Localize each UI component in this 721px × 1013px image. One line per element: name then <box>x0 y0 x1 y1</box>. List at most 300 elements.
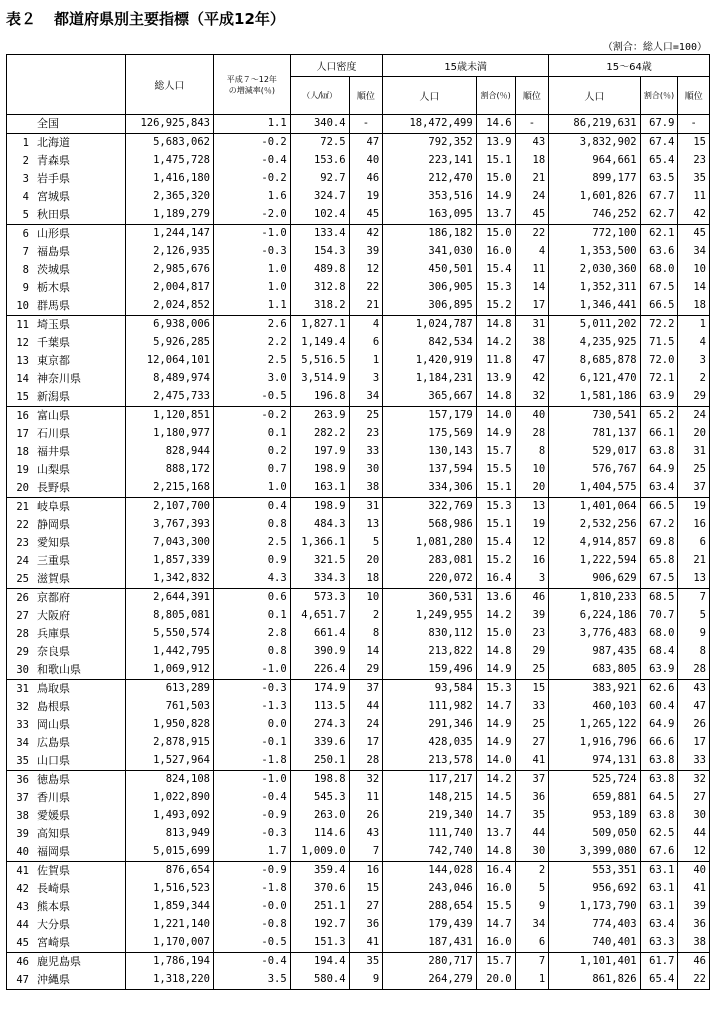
table-row <box>7 898 710 916</box>
prefecture-cell <box>7 898 126 916</box>
prefecture-number: 38 <box>16 809 29 822</box>
under15-population-cell: 288,654 <box>383 898 477 916</box>
density-cell: 263.9 <box>290 406 349 425</box>
table-row <box>7 425 710 443</box>
prefecture-cell <box>7 643 126 661</box>
under15-population-cell: 792,352 <box>383 133 477 152</box>
age15-64-rank-cell: 21 <box>678 552 710 570</box>
prefecture-name: 滋賀県 <box>37 571 70 585</box>
table-row <box>7 334 710 352</box>
table-row <box>7 916 710 934</box>
age15-64-ratio-cell: 63.6 <box>640 243 678 261</box>
prefecture-cell <box>7 516 126 534</box>
prefecture-name: 島根県 <box>37 699 70 713</box>
under15-rank-cell: 44 <box>515 825 549 843</box>
density-cell: 102.4 <box>290 206 349 225</box>
prefecture-number: 39 <box>16 827 29 840</box>
prefecture-cell <box>7 952 126 971</box>
prefecture-number: 22 <box>16 518 29 531</box>
density-rank-cell: 8 <box>349 625 383 643</box>
total-population-cell: 3,767,393 <box>125 516 213 534</box>
total-population-cell: 2,365,320 <box>125 188 213 206</box>
under15-rank-cell: - <box>515 115 549 134</box>
under15-rank-cell: 24 <box>515 188 549 206</box>
growth-rate-cell: -0.3 <box>214 679 291 698</box>
under15-rank-cell: 39 <box>515 607 549 625</box>
total-population-cell: 2,024,852 <box>125 297 213 316</box>
table-row <box>7 152 710 170</box>
age15-64-population-cell: 974,131 <box>549 752 640 771</box>
prefecture-name: 岡山県 <box>37 717 70 731</box>
density-rank-cell: 22 <box>349 279 383 297</box>
prefecture-number: 24 <box>16 554 29 567</box>
prefecture-name: 富山県 <box>37 408 70 422</box>
prefecture-name: 兵庫県 <box>37 626 70 640</box>
age15-64-ratio-cell: 63.9 <box>640 661 678 680</box>
total-population-cell: 2,475,733 <box>125 388 213 407</box>
prefecture-number: 25 <box>16 572 29 585</box>
prefecture-cell <box>7 297 126 316</box>
age15-64-ratio-cell: 64.9 <box>640 461 678 479</box>
age15-64-rank-cell: 36 <box>678 916 710 934</box>
table-row <box>7 552 710 570</box>
under15-ratio-cell: 14.8 <box>476 843 515 862</box>
under15-ratio-cell: 13.9 <box>476 133 515 152</box>
density-rank-cell: 25 <box>349 406 383 425</box>
age15-64-population-cell: 772,100 <box>549 224 640 243</box>
prefecture-number: 34 <box>16 736 29 749</box>
growth-rate-cell: -1.0 <box>214 661 291 680</box>
growth-rate-cell: 3.5 <box>214 971 291 990</box>
density-rank-cell: 18 <box>349 570 383 589</box>
under15-ratio-cell: 15.3 <box>476 679 515 698</box>
age15-64-ratio-cell: 65.2 <box>640 406 678 425</box>
under15-rank-cell: 36 <box>515 789 549 807</box>
prefecture-name: 愛媛県 <box>37 808 70 822</box>
prefecture-number: 41 <box>16 864 29 877</box>
table-row <box>7 770 710 789</box>
prefecture-name: 秋田県 <box>37 207 70 221</box>
age15-64-population-cell: 781,137 <box>549 425 640 443</box>
growth-rate-cell: 4.3 <box>214 570 291 589</box>
table-body <box>7 115 710 990</box>
growth-rate-cell: 0.7 <box>214 461 291 479</box>
page-title <box>6 8 285 29</box>
under15-rank-cell: 33 <box>515 698 549 716</box>
under15-ratio-cell: 14.9 <box>476 188 515 206</box>
prefecture-name: 大分県 <box>37 917 70 931</box>
density-rank-cell: 44 <box>349 698 383 716</box>
total-population-cell: 2,985,676 <box>125 261 213 279</box>
growth-rate-cell: 3.0 <box>214 370 291 388</box>
under15-ratio-cell: 15.1 <box>476 479 515 498</box>
prefecture-number: 10 <box>16 299 29 312</box>
under15-rank-cell: 42 <box>515 370 549 388</box>
density-cell: 484.3 <box>290 516 349 534</box>
total-population-cell: 12,064,101 <box>125 352 213 370</box>
density-rank-cell: 37 <box>349 679 383 698</box>
age15-64-ratio-cell: 63.4 <box>640 916 678 934</box>
density-rank-cell: 24 <box>349 716 383 734</box>
density-rank-cell: 13 <box>349 516 383 534</box>
prefecture-name: 山梨県 <box>37 462 70 476</box>
header-under15-rank: 順位 <box>515 77 549 115</box>
prefecture-cell <box>7 443 126 461</box>
density-rank-cell: 42 <box>349 224 383 243</box>
growth-rate-cell: -1.0 <box>214 224 291 243</box>
prefecture-name: 長野県 <box>37 480 70 494</box>
prefecture-number: 32 <box>16 700 29 713</box>
under15-population-cell: 568,986 <box>383 516 477 534</box>
age15-64-rank-cell: 15 <box>678 133 710 152</box>
table-row <box>7 807 710 825</box>
age15-64-population-cell: 4,235,925 <box>549 334 640 352</box>
density-rank-cell: 33 <box>349 443 383 461</box>
under15-rank-cell: 32 <box>515 388 549 407</box>
age15-64-rank-cell: 32 <box>678 770 710 789</box>
density-cell: 250.1 <box>290 752 349 771</box>
total-population-cell: 8,805,081 <box>125 607 213 625</box>
age15-64-population-cell: 1,265,122 <box>549 716 640 734</box>
age15-64-population-cell: 1,601,826 <box>549 188 640 206</box>
growth-rate-cell: 0.9 <box>214 552 291 570</box>
under15-ratio-cell: 15.3 <box>476 497 515 516</box>
prefecture-cell <box>7 807 126 825</box>
prefecture-name: 東京都 <box>37 353 70 367</box>
total-population-cell: 1,069,912 <box>125 661 213 680</box>
prefecture-name: 鹿児島県 <box>37 954 81 968</box>
header-density: 人口密度 <box>290 55 382 77</box>
age15-64-population-cell: 4,914,857 <box>549 534 640 552</box>
age15-64-ratio-cell: 69.8 <box>640 534 678 552</box>
age15-64-rank-cell: 4 <box>678 334 710 352</box>
under15-population-cell: 159,496 <box>383 661 477 680</box>
age15-64-population-cell: 1,916,796 <box>549 734 640 752</box>
age15-64-rank-cell: 30 <box>678 807 710 825</box>
density-rank-cell: 29 <box>349 661 383 680</box>
prefecture-name: 大阪府 <box>37 608 70 622</box>
under15-ratio-cell: 16.0 <box>476 934 515 953</box>
table-row <box>7 607 710 625</box>
table-row <box>7 388 710 407</box>
prefecture-number: 11 <box>16 318 29 331</box>
under15-population-cell: 223,141 <box>383 152 477 170</box>
under15-rank-cell: 2 <box>515 861 549 880</box>
density-cell: 153.6 <box>290 152 349 170</box>
prefecture-name: 山形県 <box>37 226 70 240</box>
age15-64-population-cell: 460,103 <box>549 698 640 716</box>
under15-ratio-cell: 16.0 <box>476 880 515 898</box>
age15-64-ratio-cell: 68.5 <box>640 588 678 607</box>
prefecture-name: 茨城県 <box>37 262 70 276</box>
prefecture-cell <box>7 243 126 261</box>
prefecture-cell <box>7 752 126 771</box>
density-rank-cell: 17 <box>349 734 383 752</box>
prefecture-cell <box>7 370 126 388</box>
prefecture-number: 15 <box>16 390 29 403</box>
growth-rate-cell: -0.4 <box>214 152 291 170</box>
age15-64-population-cell: 659,881 <box>549 789 640 807</box>
age15-64-population-cell: 899,177 <box>549 170 640 188</box>
growth-rate-cell: 0.6 <box>214 588 291 607</box>
under15-population-cell: 179,439 <box>383 916 477 934</box>
age15-64-ratio-cell: 66.1 <box>640 425 678 443</box>
header-under15-population: 人口 <box>383 77 477 115</box>
age15-64-rank-cell: 12 <box>678 843 710 862</box>
under15-ratio-cell: 14.7 <box>476 916 515 934</box>
under15-rank-cell: 7 <box>515 952 549 971</box>
under15-ratio-cell: 11.8 <box>476 352 515 370</box>
growth-rate-cell: 2.5 <box>214 352 291 370</box>
total-population-cell: 2,215,168 <box>125 479 213 498</box>
age15-64-ratio-cell: 62.1 <box>640 224 678 243</box>
age15-64-population-cell: 953,189 <box>549 807 640 825</box>
under15-rank-cell: 28 <box>515 425 549 443</box>
prefecture-cell <box>7 115 126 134</box>
age15-64-rank-cell: 43 <box>678 679 710 698</box>
growth-rate-cell: -0.4 <box>214 789 291 807</box>
table-row <box>7 516 710 534</box>
age15-64-ratio-cell: 63.8 <box>640 752 678 771</box>
age15-64-population-cell: 86,219,631 <box>549 115 640 134</box>
growth-rate-cell: 0.4 <box>214 497 291 516</box>
growth-rate-cell: -0.9 <box>214 807 291 825</box>
density-rank-cell: 12 <box>349 261 383 279</box>
total-population-cell: 1,318,220 <box>125 971 213 990</box>
prefecture-number: 44 <box>16 918 29 931</box>
growth-rate-cell: 1.7 <box>214 843 291 862</box>
under15-ratio-cell: 14.8 <box>476 388 515 407</box>
growth-rate-cell: 1.0 <box>214 261 291 279</box>
growth-rate-cell: -2.0 <box>214 206 291 225</box>
density-cell: 661.4 <box>290 625 349 643</box>
density-rank-cell: 10 <box>349 588 383 607</box>
under15-rank-cell: 25 <box>515 716 549 734</box>
prefecture-cell <box>7 224 126 243</box>
table-row <box>7 224 710 243</box>
age15-64-population-cell: 5,011,202 <box>549 315 640 334</box>
under15-ratio-cell: 13.7 <box>476 206 515 225</box>
density-cell: 318.2 <box>290 297 349 316</box>
density-cell: 390.9 <box>290 643 349 661</box>
growth-rate-cell: 0.1 <box>214 607 291 625</box>
density-cell: 198.8 <box>290 770 349 789</box>
under15-population-cell: 428,035 <box>383 734 477 752</box>
density-rank-cell: 1 <box>349 352 383 370</box>
prefecture-cell <box>7 279 126 297</box>
total-population-cell: 1,416,180 <box>125 170 213 188</box>
under15-ratio-cell: 16.4 <box>476 861 515 880</box>
age15-64-ratio-cell: 67.2 <box>640 516 678 534</box>
table-row <box>7 243 710 261</box>
under15-population-cell: 187,431 <box>383 934 477 953</box>
table-row <box>7 370 710 388</box>
total-population-cell: 1,786,194 <box>125 952 213 971</box>
age15-64-ratio-cell: 72.2 <box>640 315 678 334</box>
prefecture-number: 7 <box>22 245 29 258</box>
age15-64-rank-cell: 11 <box>678 188 710 206</box>
density-rank-cell: 30 <box>349 461 383 479</box>
prefecture-number: 33 <box>16 718 29 731</box>
total-population-cell: 2,004,817 <box>125 279 213 297</box>
header-growth-rate: 平成７～12年 の増減率(％) <box>214 55 291 115</box>
age15-64-population-cell: 525,724 <box>549 770 640 789</box>
total-population-cell: 5,550,574 <box>125 625 213 643</box>
age15-64-rank-cell: 24 <box>678 406 710 425</box>
total-population-cell: 2,107,700 <box>125 497 213 516</box>
age15-64-population-cell: 529,017 <box>549 443 640 461</box>
under15-rank-cell: 15 <box>515 679 549 698</box>
density-rank-cell: 32 <box>349 770 383 789</box>
prefecture-number: 23 <box>16 536 29 549</box>
density-cell: 274.3 <box>290 716 349 734</box>
prefecture-name: 全国 <box>37 117 59 131</box>
age15-64-population-cell: 683,805 <box>549 661 640 680</box>
under15-rank-cell: 45 <box>515 206 549 225</box>
under15-ratio-cell: 15.0 <box>476 625 515 643</box>
prefecture-number: 9 <box>22 281 29 294</box>
density-cell: 359.4 <box>290 861 349 880</box>
prefecture-cell <box>7 570 126 589</box>
density-rank-cell: 16 <box>349 861 383 880</box>
age15-64-population-cell: 956,692 <box>549 880 640 898</box>
prefecture-number: 28 <box>16 627 29 640</box>
under15-rank-cell: 19 <box>515 516 549 534</box>
density-cell: 151.3 <box>290 934 349 953</box>
under15-ratio-cell: 15.0 <box>476 170 515 188</box>
prefecture-number: 2 <box>22 154 29 167</box>
total-population-cell: 1,475,728 <box>125 152 213 170</box>
table-row <box>7 880 710 898</box>
age15-64-rank-cell: 33 <box>678 752 710 771</box>
density-cell: 154.3 <box>290 243 349 261</box>
header-total-population: 総人口 <box>125 55 213 115</box>
total-population-cell: 1,950,828 <box>125 716 213 734</box>
total-population-cell: 6,938,006 <box>125 315 213 334</box>
growth-rate-cell: 2.6 <box>214 315 291 334</box>
age15-64-population-cell: 553,351 <box>549 861 640 880</box>
under15-rank-cell: 13 <box>515 497 549 516</box>
age15-64-population-cell: 6,121,470 <box>549 370 640 388</box>
prefecture-cell <box>7 934 126 953</box>
growth-rate-cell: -0.5 <box>214 388 291 407</box>
under15-population-cell: 137,594 <box>383 461 477 479</box>
under15-population-cell: 219,340 <box>383 807 477 825</box>
density-rank-cell: 27 <box>349 898 383 916</box>
prefecture-cell <box>7 625 126 643</box>
age15-64-ratio-cell: 64.5 <box>640 789 678 807</box>
header-age15-64-rank: 順位 <box>678 77 710 115</box>
growth-rate-cell: -0.2 <box>214 170 291 188</box>
table-row <box>7 843 710 862</box>
prefecture-number: 35 <box>16 754 29 767</box>
under15-ratio-cell: 15.0 <box>476 224 515 243</box>
prefecture-cell <box>7 188 126 206</box>
growth-rate-cell: -0.5 <box>214 934 291 953</box>
age15-64-rank-cell: 25 <box>678 461 710 479</box>
prefecture-cell <box>7 425 126 443</box>
prefecture-cell <box>7 388 126 407</box>
table-row <box>7 825 710 843</box>
under15-population-cell: 842,534 <box>383 334 477 352</box>
total-population-cell: 1,120,851 <box>125 406 213 425</box>
prefecture-name: 神奈川県 <box>37 371 81 385</box>
density-cell: 251.1 <box>290 898 349 916</box>
density-rank-cell: 28 <box>349 752 383 771</box>
table-row <box>7 971 710 990</box>
table-row <box>7 133 710 152</box>
total-population-cell: 8,489,974 <box>125 370 213 388</box>
table-row <box>7 679 710 698</box>
prefecture-number: 45 <box>16 936 29 949</box>
prefecture-number: 46 <box>16 955 29 968</box>
prefecture-cell <box>7 352 126 370</box>
table-row <box>7 443 710 461</box>
growth-rate-cell: -0.2 <box>214 133 291 152</box>
density-cell: 263.0 <box>290 807 349 825</box>
total-population-cell: 2,126,935 <box>125 243 213 261</box>
density-rank-cell: 19 <box>349 188 383 206</box>
prefecture-cell <box>7 880 126 898</box>
age15-64-population-cell: 1,581,186 <box>549 388 640 407</box>
growth-rate-cell: -0.3 <box>214 825 291 843</box>
density-cell: 3,514.9 <box>290 370 349 388</box>
age15-64-ratio-cell: 60.4 <box>640 698 678 716</box>
prefecture-cell <box>7 607 126 625</box>
table-row <box>7 479 710 498</box>
table-row <box>7 588 710 607</box>
total-population-cell: 1,244,147 <box>125 224 213 243</box>
prefecture-name: 愛知県 <box>37 535 70 549</box>
table-row <box>7 279 710 297</box>
under15-rank-cell: 41 <box>515 752 549 771</box>
age15-64-rank-cell: 18 <box>678 297 710 316</box>
total-population-cell: 1,022,890 <box>125 789 213 807</box>
prefecture-number: 13 <box>16 354 29 367</box>
total-population-cell: 888,172 <box>125 461 213 479</box>
under15-rank-cell: 35 <box>515 807 549 825</box>
density-cell: 370.6 <box>290 880 349 898</box>
under15-population-cell: 220,072 <box>383 570 477 589</box>
density-cell: 580.4 <box>290 971 349 990</box>
prefecture-cell <box>7 789 126 807</box>
under15-ratio-cell: 14.0 <box>476 406 515 425</box>
table-row <box>7 661 710 680</box>
age15-64-population-cell: 3,776,483 <box>549 625 640 643</box>
growth-rate-cell: 1.1 <box>214 115 291 134</box>
growth-rate-cell: -0.9 <box>214 861 291 880</box>
table-row <box>7 716 710 734</box>
prefecture-number: 43 <box>16 900 29 913</box>
table-row <box>7 188 710 206</box>
age15-64-ratio-cell: 63.1 <box>640 898 678 916</box>
table-row <box>7 206 710 225</box>
prefecture-cell <box>7 971 126 990</box>
total-population-cell: 613,289 <box>125 679 213 698</box>
total-population-cell: 2,644,391 <box>125 588 213 607</box>
density-rank-cell: 26 <box>349 807 383 825</box>
density-cell: 192.7 <box>290 916 349 934</box>
age15-64-rank-cell: 5 <box>678 607 710 625</box>
density-cell: 4,651.7 <box>290 607 349 625</box>
density-cell: 324.7 <box>290 188 349 206</box>
age15-64-population-cell: 861,826 <box>549 971 640 990</box>
under15-population-cell: 163,095 <box>383 206 477 225</box>
prefecture-name: 福井県 <box>37 444 70 458</box>
age15-64-ratio-cell: 67.7 <box>640 188 678 206</box>
under15-rank-cell: 10 <box>515 461 549 479</box>
age15-64-ratio-cell: 66.5 <box>640 497 678 516</box>
